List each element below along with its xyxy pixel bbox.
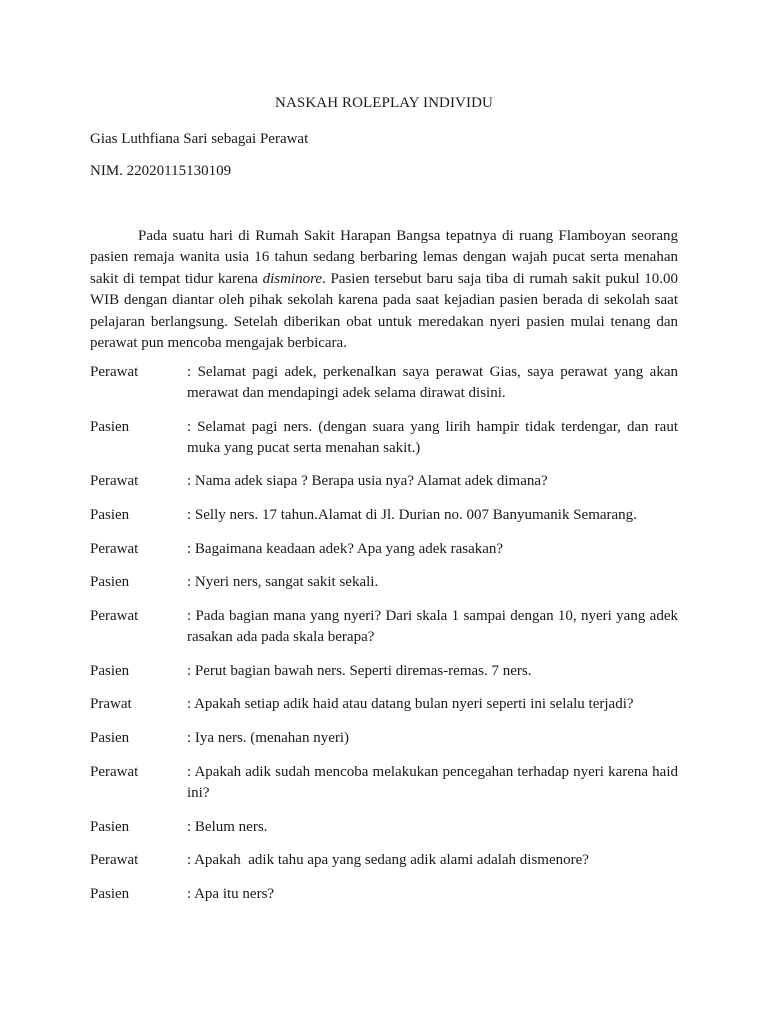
dialogue-line [90,694,678,715]
utterance-text: : Pada bagian mana yang nyeri? Dari skala 1 sampai dengan 10, nyeri yang adek rasakan ada pada skala berapa? [187,608,678,646]
document-title: NASKAH ROLEPLAY INDIVIDU [275,95,493,111]
speaker-label: Perawat [90,852,139,869]
utterance-text: : Nama adek siapa ? Berapa usia nya? Alamat adek dimana? [187,473,548,489]
utterance-text: : Apakah adik tahu apa yang sedang adik alami adalah dismenore? [187,852,589,869]
dialogue-line [90,572,678,593]
speaker-label: Perawat [90,540,139,557]
author-line: Gias Luthfiana Sari sebagai Perawat [90,131,309,147]
dialogue-line [90,539,678,560]
speaker-label: Prawat [90,696,132,713]
utterance-text: : Selly ners. 17 tahun.Alamat di Jl. Durian no. 007 Banyumanik Semarang. [187,506,637,523]
dialogue-line [90,505,678,526]
intro-text-2: . Pasien tersebut baru saja tiba di rumah sakit pukul 10.00 WIB dengan diantar oleh pihak sekolah karena pada saat kejadian pasien berada di sekolah saat pelajaran berlangsung. Setelah diberikan obat untuk meredakan nyeri pasien mulai tenang dan perawat pun mencoba mengajak berbicara. [90,270,678,352]
dialogue-line [90,728,678,749]
utterance-text: : Selamat pagi adek, perkenalkan saya perawat Gias, saya perawat yang akan merawat dan mendapingi adek selama dirawat disini. [187,364,678,401]
dialogue-line [90,850,678,871]
utterance-text: : Selamat pagi ners. (dengan suara yang lirih hampir tidak terdengar, dan raut muka yang pucat serta menahan sakit.) [187,418,678,456]
speaker-label: Perawat [90,364,139,380]
intro-text-1: Pada suatu hari di Rumah Sakit Harapan Bangsa tepatnya di ruang Flamboyan seorang pasien remaja wanita usia 16 tahun sedang berbaring lemas dengan wajah pucat serta menahan sakit di tempat tidur karena [90,228,678,287]
dialogue-line [90,661,678,682]
dialogue-line [90,817,678,838]
dialogue-line [90,762,678,804]
nim-line: NIM. 22020115130109 [90,163,232,179]
utterance-text: : Apakah setiap adik haid atau datang bulan nyeri seperti ini selalu terjadi? [187,696,634,713]
utterance-text: : Iya ners. (menahan nyeri) [187,730,350,747]
speaker-label: Pasien [90,662,130,679]
speaker-label: Pasien [90,818,130,835]
utterance-text: : Apakah adik sudah mencoba melakukan pencegahan terhadap nyeri karena haid ini? [187,764,678,802]
speaker-label: Pasien [90,886,130,903]
speaker-label: Perawat [90,764,139,781]
speaker-label: Pasien [90,574,130,591]
speaker-label: Perawat [90,473,139,489]
dialogue-line [90,362,678,404]
utterance-text: : Bagaimana keadaan adek? Apa yang adek rasakan? [187,540,504,557]
dialogue-list [90,362,678,918]
dialogue-line [90,471,678,492]
dialogue-line [90,884,678,905]
speaker-label: Pasien [90,730,130,747]
speaker-label: Pasien [90,506,130,523]
intro-emphasis: disminore [262,270,323,287]
dialogue-line [90,417,678,459]
intro-paragraph [90,226,678,354]
speaker-label: Perawat [90,608,139,625]
dialogue-line [90,606,678,648]
utterance-text: : Belum ners. [187,818,268,835]
utterance-text: : Perut bagian bawah ners. Seperti diremas-remas. 7 ners. [187,662,532,679]
speaker-label: Pasien [90,418,130,435]
utterance-text: : Nyeri ners, sangat sakit sekali. [187,574,379,591]
utterance-text: : Apa itu ners? [187,886,275,903]
